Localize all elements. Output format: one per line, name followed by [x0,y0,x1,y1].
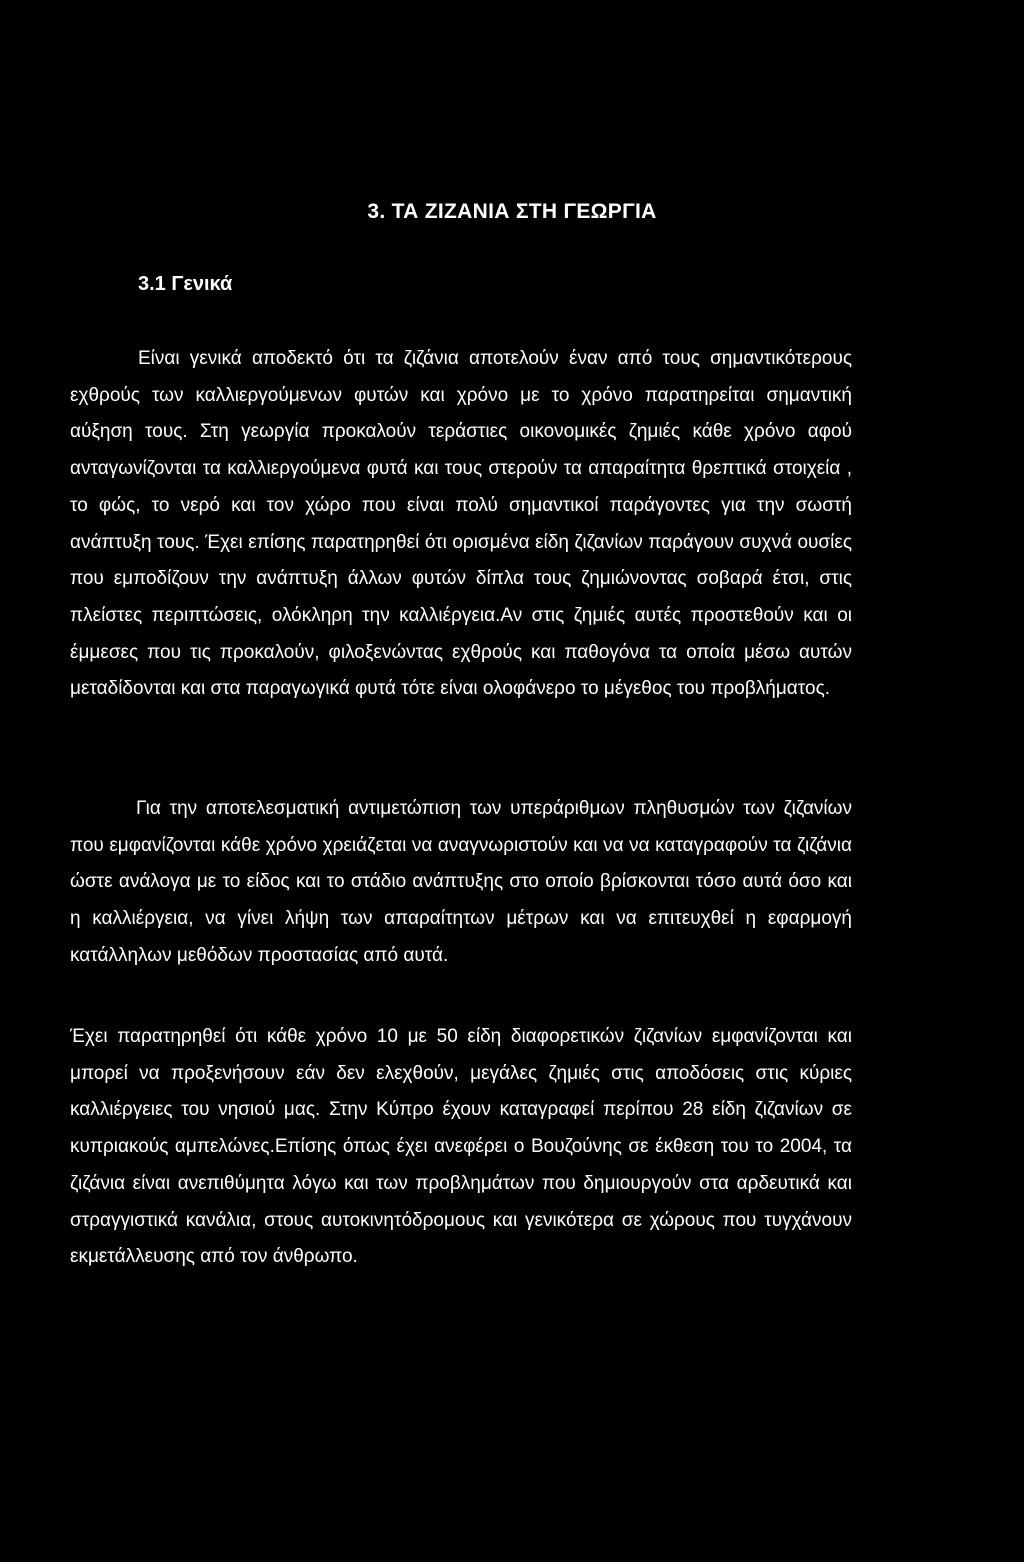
paragraph-3: Έχει παρατηρηθεί ότι κάθε χρόνο 10 με 50 είδη διαφορετικών ζιζανίων εμφανίζονται και μπορεί να προξενήσουν εάν δεν ελεχθούν, μεγάλες ζημιές στις αποδόσεις στις κύριες καλλιέργειες του νησιού μας. Στην Κύπρο έχουν καταγραφεί περίπου 28 είδη ζιζανίων σε κυπριακούς αμπελώνες.Επίσης όπως έχει ανεφέρει ο Βουζούνης σε έκθεση του το 2004, τα ζιζάνια είναι ανεπιθύμητα λόγω και των προβλημάτων που δημιουργούν στα αρδευτικά και στραγγιστικά κανάλια, στους αυτοκινητόδρομους και γενικότερα σε χώρους που τυγχάνουν εκμετάλλευσης από τον άνθρωπο. [70,1026,852,1268]
paragraph-2: Για την αποτελεσματική αντιμετώπιση των υπεράριθμων πληθυσμών των ζιζανίων που εμφανίζονται κάθε χρόνο χρειάζεται να αναγνωριστούν και να να καταγραφούν τα ζιζάνια ώστε ανάλογα με το είδος και το στάδιο ανάπτυξης στο οποίο βρίσκονται τόσο αυτά όσο και η καλλιέργεια, να γίνει λήψη των απαραίτητων μέτρων και να επιτευχθεί η εφαρμογή κατάλληλων μεθόδων προστασίας από αυτά. [70,798,852,966]
paragraph-1: Είναι γενικά αποδεκτό ότι τα ζιζάνια αποτελούν έναν από τους σημαντικότερους εχθρούς των καλλιεργούμενων φυτών και χρόνο με το χρόνο παρατηρείται σημαντική αύξηση τους. Στη γεωργία προκαλούν τεράστιες οικονομικές ζημιές κάθε χρόνο αφού ανταγωνίζονται τα καλλιεργούμενα φυτά και τους στερούν τα απαραίτητα θρεπτικά στοιχεία , το φώς, το νερό και τον χώρο που είναι πολύ σημαντικοί παράγοντες για την σωστή ανάπτυξη τους. Έχει επίσης παρατηρηθεί ότι ορισμένα είδη ζιζανίων παράγουν συχνά ουσίες που εμποδίζουν την ανάπτυξη άλλων φυτών δίπλα τους ζημιώνοντας σοβαρά έτσι, στις πλείστες περιπτώσεις, ολόκληρη την καλλιέργεια.Αν στις ζημιές αυτές προστεθούν και οι έμμεσες που τις προκαλούν, φιλοξενώντας εχθρούς και παθογόνα τα οποία μέσω αυτών μεταδίδονται και στα παραγωγικά φυτά τότε είναι ολοφάνερο το μέγεθος του προβλήματος. [70,348,852,700]
section-title: 3.1 Γενικά [138,273,233,295]
chapter-title: 3. ΤΑ ΖΙΖΑΝΙΑ ΣΤΗ ΓΕΩΡΓΙΑ [367,200,657,223]
